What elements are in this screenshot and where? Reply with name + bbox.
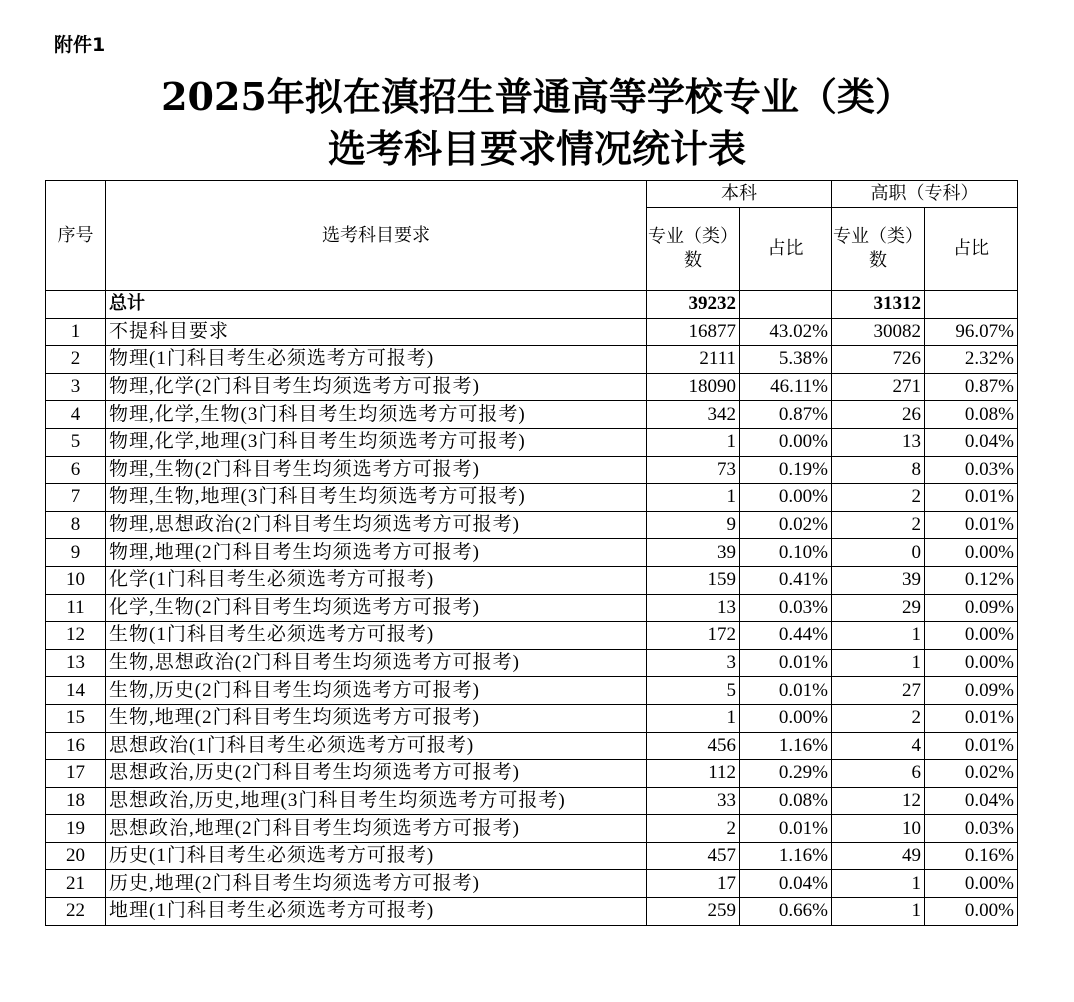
row-undergrad-count: 33 [647, 787, 740, 815]
row-vocational-ratio: 0.04% [925, 787, 1018, 815]
table-row [46, 318, 1018, 346]
row-seq: 17 [46, 760, 106, 788]
row-seq: 7 [46, 484, 106, 512]
row-undergrad-count: 2111 [647, 346, 740, 374]
row-undergrad-count: 73 [647, 456, 740, 484]
row-seq: 5 [46, 428, 106, 456]
total-undergrad-ratio [740, 291, 832, 319]
row-undergrad-count: 159 [647, 566, 740, 594]
row-vocational-count: 1 [832, 898, 925, 926]
header-requirement: 选考科目要求 [106, 181, 647, 291]
table-row [46, 815, 1018, 843]
row-requirement: 化学(1门科目考生必须选考方可报考) [106, 566, 647, 594]
table-row [46, 594, 1018, 622]
row-requirement: 不提科目要求 [106, 318, 647, 346]
row-vocational-count: 49 [832, 842, 925, 870]
row-vocational-ratio: 96.07% [925, 318, 1018, 346]
row-vocational-count: 726 [832, 346, 925, 374]
table-row [46, 484, 1018, 512]
row-requirement: 物理,生物(2门科目考生均须选考方可报考) [106, 456, 647, 484]
row-undergrad-count: 172 [647, 622, 740, 650]
total-seq [46, 291, 106, 319]
row-undergrad-ratio: 0.03% [740, 594, 832, 622]
row-requirement: 生物,历史(2门科目考生均须选考方可报考) [106, 677, 647, 705]
row-seq: 20 [46, 842, 106, 870]
row-vocational-count: 2 [832, 484, 925, 512]
row-requirement: 思想政治,历史(2门科目考生均须选考方可报考) [106, 760, 647, 788]
row-vocational-ratio: 0.08% [925, 401, 1018, 429]
row-undergrad-ratio: 1.16% [740, 732, 832, 760]
table-row [46, 787, 1018, 815]
row-requirement: 化学,生物(2门科目考生均须选考方可报考) [106, 594, 647, 622]
row-vocational-ratio: 0.00% [925, 649, 1018, 677]
row-vocational-count: 12 [832, 787, 925, 815]
row-vocational-ratio: 0.01% [925, 732, 1018, 760]
row-vocational-count: 8 [832, 456, 925, 484]
row-vocational-count: 1 [832, 622, 925, 650]
row-vocational-ratio: 0.09% [925, 594, 1018, 622]
row-requirement: 物理,化学,生物(3门科目考生均须选考方可报考) [106, 401, 647, 429]
row-vocational-count: 13 [832, 428, 925, 456]
row-vocational-count: 1 [832, 649, 925, 677]
table-row [46, 456, 1018, 484]
statistics-table [45, 180, 1018, 926]
row-undergrad-count: 3 [647, 649, 740, 677]
row-vocational-count: 26 [832, 401, 925, 429]
row-requirement: 思想政治,历史,地理(3门科目考生均须选考方可报考) [106, 787, 647, 815]
table-row [46, 373, 1018, 401]
row-undergrad-ratio: 0.04% [740, 870, 832, 898]
row-seq: 16 [46, 732, 106, 760]
row-requirement: 生物,思想政治(2门科目考生均须选考方可报考) [106, 649, 647, 677]
table-row [46, 539, 1018, 567]
row-vocational-ratio: 0.87% [925, 373, 1018, 401]
row-seq: 1 [46, 318, 106, 346]
page-title-line2: 选考科目要求情况统计表 [327, 126, 746, 171]
row-undergrad-ratio: 0.19% [740, 456, 832, 484]
row-undergrad-ratio: 1.16% [740, 842, 832, 870]
row-seq: 9 [46, 539, 106, 567]
row-seq: 18 [46, 787, 106, 815]
row-requirement: 思想政治(1门科目考生必须选考方可报考) [106, 732, 647, 760]
row-requirement: 历史(1门科目考生必须选考方可报考) [106, 842, 647, 870]
total-row [46, 291, 1018, 319]
table-row [46, 428, 1018, 456]
row-vocational-ratio: 2.32% [925, 346, 1018, 374]
table-row [46, 566, 1018, 594]
row-seq: 19 [46, 815, 106, 843]
row-requirement: 物理,化学(2门科目考生均须选考方可报考) [106, 373, 647, 401]
row-seq: 2 [46, 346, 106, 374]
row-vocational-ratio: 0.02% [925, 760, 1018, 788]
row-undergrad-ratio: 0.08% [740, 787, 832, 815]
header-seq: 序号 [46, 181, 106, 291]
table-row [46, 760, 1018, 788]
row-requirement: 历史,地理(2门科目考生均须选考方可报考) [106, 870, 647, 898]
row-vocational-count: 2 [832, 704, 925, 732]
row-undergrad-ratio: 0.29% [740, 760, 832, 788]
row-undergrad-ratio: 0.66% [740, 898, 832, 926]
row-undergrad-ratio: 0.01% [740, 677, 832, 705]
row-seq: 10 [46, 566, 106, 594]
row-undergrad-count: 1 [647, 704, 740, 732]
row-undergrad-ratio: 0.00% [740, 428, 832, 456]
row-seq: 8 [46, 511, 106, 539]
row-seq: 12 [46, 622, 106, 650]
row-requirement: 物理,化学,地理(3门科目考生均须选考方可报考) [106, 428, 647, 456]
row-vocational-count: 39 [832, 566, 925, 594]
header-vocational-count: 专业（类）数 [832, 208, 925, 291]
total-undergrad-count: 39232 [647, 291, 740, 319]
row-vocational-ratio: 0.03% [925, 456, 1018, 484]
table-row [46, 511, 1018, 539]
row-undergrad-count: 342 [647, 401, 740, 429]
row-undergrad-count: 457 [647, 842, 740, 870]
table-row [46, 842, 1018, 870]
row-undergrad-ratio: 0.41% [740, 566, 832, 594]
row-undergrad-ratio: 46.11% [740, 373, 832, 401]
row-vocational-count: 271 [832, 373, 925, 401]
row-vocational-ratio: 0.12% [925, 566, 1018, 594]
table-row [46, 870, 1018, 898]
row-undergrad-ratio: 0.02% [740, 511, 832, 539]
row-seq: 13 [46, 649, 106, 677]
row-undergrad-ratio: 43.02% [740, 318, 832, 346]
row-undergrad-ratio: 0.01% [740, 815, 832, 843]
row-vocational-ratio: 0.03% [925, 815, 1018, 843]
header-undergrad-ratio: 占比 [740, 208, 832, 291]
row-seq: 21 [46, 870, 106, 898]
header-undergrad: 本科 [647, 181, 832, 208]
row-requirement: 思想政治,地理(2门科目考生均须选考方可报考) [106, 815, 647, 843]
table-body [46, 291, 1018, 926]
row-undergrad-count: 16877 [647, 318, 740, 346]
row-undergrad-count: 1 [647, 484, 740, 512]
total-vocational-count: 31312 [832, 291, 925, 319]
row-seq: 15 [46, 704, 106, 732]
row-vocational-ratio: 0.01% [925, 704, 1018, 732]
row-undergrad-count: 18090 [647, 373, 740, 401]
row-requirement: 物理,思想政治(2门科目考生均须选考方可报考) [106, 511, 647, 539]
row-requirement: 物理,地理(2门科目考生均须选考方可报考) [106, 539, 647, 567]
row-vocational-count: 2 [832, 511, 925, 539]
row-undergrad-ratio: 0.01% [740, 649, 832, 677]
row-undergrad-ratio: 0.00% [740, 704, 832, 732]
attachment-label: 附件1 [54, 34, 106, 56]
row-seq: 22 [46, 898, 106, 926]
row-undergrad-count: 17 [647, 870, 740, 898]
row-vocational-ratio: 0.00% [925, 870, 1018, 898]
row-undergrad-ratio: 5.38% [740, 346, 832, 374]
table-row [46, 732, 1018, 760]
row-vocational-ratio: 0.01% [925, 511, 1018, 539]
row-vocational-ratio: 0.04% [925, 428, 1018, 456]
row-vocational-count: 1 [832, 870, 925, 898]
page-title-line1: 2025年拟在滇招生普通高等学校专业（类） [161, 74, 913, 119]
table-row [46, 649, 1018, 677]
row-vocational-count: 6 [832, 760, 925, 788]
row-undergrad-ratio: 0.10% [740, 539, 832, 567]
row-undergrad-count: 13 [647, 594, 740, 622]
row-vocational-count: 29 [832, 594, 925, 622]
row-seq: 14 [46, 677, 106, 705]
table-row [46, 704, 1018, 732]
table-row [46, 898, 1018, 926]
row-undergrad-count: 259 [647, 898, 740, 926]
row-undergrad-ratio: 0.00% [740, 484, 832, 512]
total-label: 总计 [106, 291, 647, 319]
header-vocational-ratio: 占比 [925, 208, 1018, 291]
table-row [46, 677, 1018, 705]
row-undergrad-count: 2 [647, 815, 740, 843]
row-seq: 3 [46, 373, 106, 401]
row-undergrad-ratio: 0.44% [740, 622, 832, 650]
row-undergrad-count: 39 [647, 539, 740, 567]
table-row [46, 401, 1018, 429]
total-vocational-ratio [925, 291, 1018, 319]
row-vocational-count: 10 [832, 815, 925, 843]
row-requirement: 地理(1门科目考生必须选考方可报考) [106, 898, 647, 926]
row-vocational-ratio: 0.00% [925, 622, 1018, 650]
row-undergrad-count: 456 [647, 732, 740, 760]
row-requirement: 物理(1门科目考生必须选考方可报考) [106, 346, 647, 374]
row-vocational-ratio: 0.00% [925, 539, 1018, 567]
row-undergrad-ratio: 0.87% [740, 401, 832, 429]
row-undergrad-count: 1 [647, 428, 740, 456]
row-seq: 11 [46, 594, 106, 622]
table-row [46, 622, 1018, 650]
row-requirement: 物理,生物,地理(3门科目考生均须选考方可报考) [106, 484, 647, 512]
row-seq: 6 [46, 456, 106, 484]
row-requirement: 生物,地理(2门科目考生均须选考方可报考) [106, 704, 647, 732]
row-vocational-count: 4 [832, 732, 925, 760]
row-vocational-ratio: 0.16% [925, 842, 1018, 870]
row-vocational-count: 0 [832, 539, 925, 567]
row-undergrad-count: 112 [647, 760, 740, 788]
row-seq: 4 [46, 401, 106, 429]
row-vocational-count: 30082 [832, 318, 925, 346]
row-undergrad-count: 9 [647, 511, 740, 539]
table-row [46, 346, 1018, 374]
row-requirement: 生物(1门科目考生必须选考方可报考) [106, 622, 647, 650]
header-vocational: 高职（专科） [832, 181, 1018, 208]
header-undergrad-count: 专业（类）数 [647, 208, 740, 291]
row-vocational-ratio: 0.09% [925, 677, 1018, 705]
row-undergrad-count: 5 [647, 677, 740, 705]
row-vocational-count: 27 [832, 677, 925, 705]
row-vocational-ratio: 0.01% [925, 484, 1018, 512]
row-vocational-ratio: 0.00% [925, 898, 1018, 926]
